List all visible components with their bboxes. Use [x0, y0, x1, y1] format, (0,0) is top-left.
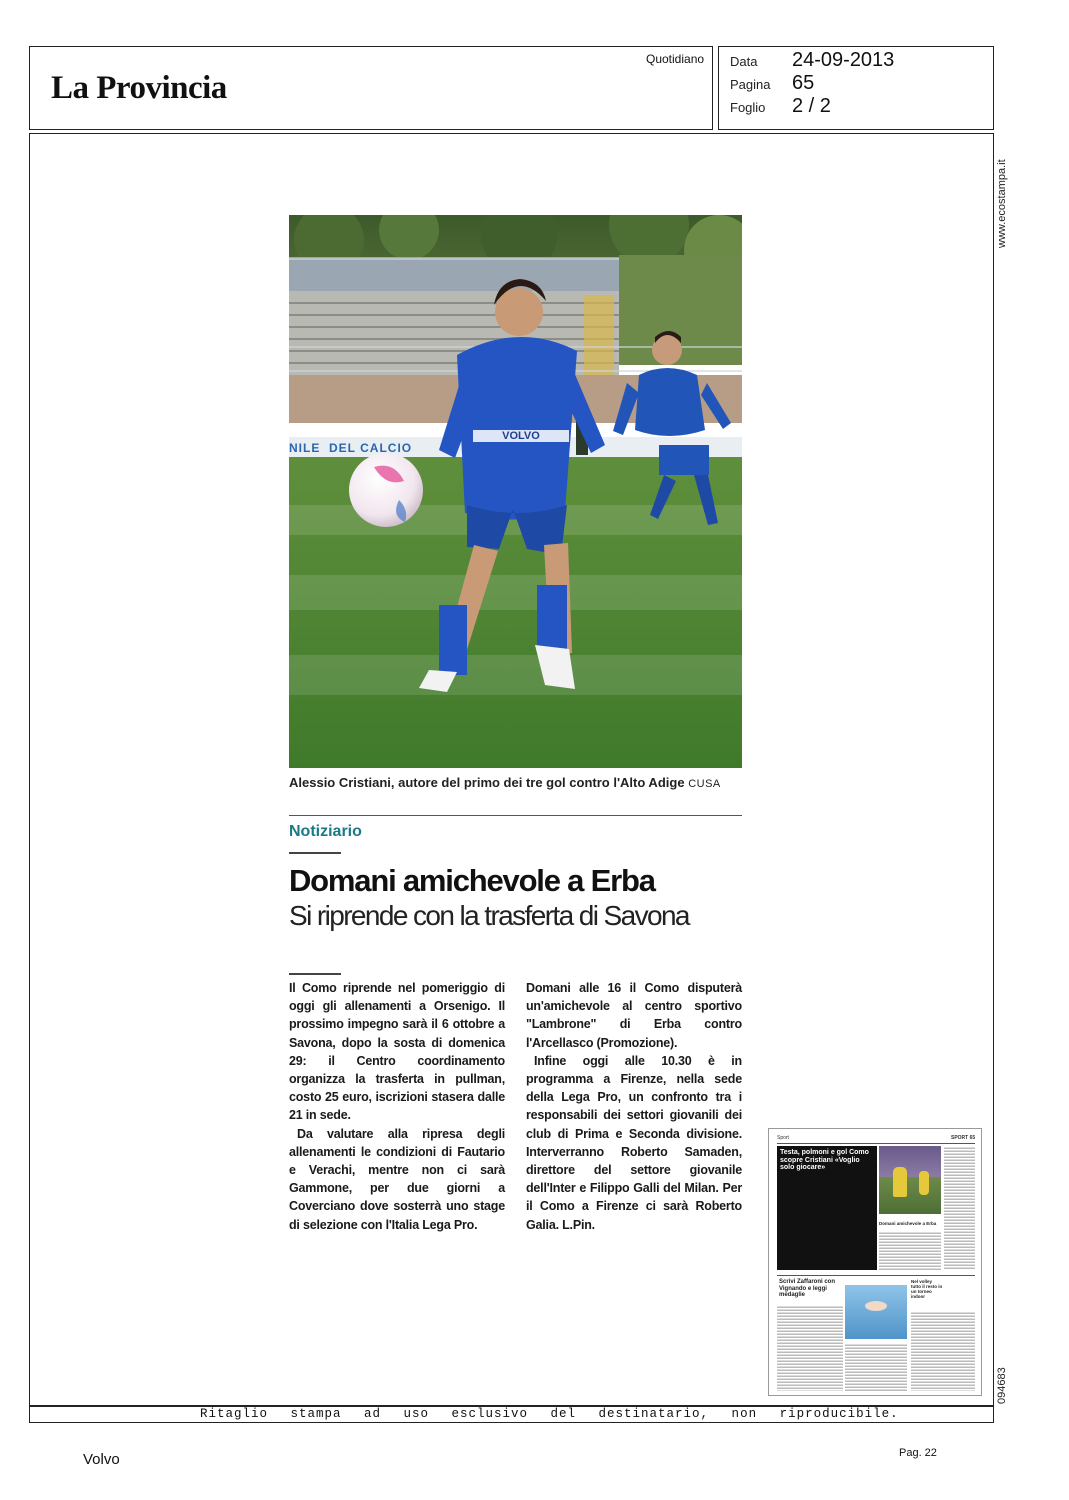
- masthead: La Provincia: [51, 70, 227, 106]
- ad-banner-text: NILE DEL CALCIO: [289, 441, 413, 455]
- section-rule: [289, 815, 742, 816]
- frequency-label: Quotidiano: [646, 52, 705, 66]
- thumb-text-lines-e: [911, 1311, 975, 1391]
- page-label: Pagina: [730, 77, 771, 92]
- kicker-underline: [289, 852, 341, 854]
- article-photo: [289, 215, 742, 768]
- page-value: 65: [792, 72, 815, 94]
- photo-caption: [289, 775, 742, 790]
- thumb-lower-headline: Scrivi Zaffaroni con Vignando e leggi medaglie: [779, 1279, 836, 1298]
- code-vertical: 094683: [996, 1367, 1008, 1404]
- thumb-side-headline: Nel volley tutto il resto in un torneo indoor: [911, 1279, 943, 1299]
- thumb-section-label: Sport: [777, 1135, 789, 1141]
- article-column-2: [526, 979, 742, 1234]
- page-thumbnail: [768, 1128, 982, 1396]
- sheet-value: 2 / 2: [792, 95, 831, 117]
- caption-text: Alessio Cristiani, autore del primo dei tre gol contro l'Alto Adige: [289, 775, 685, 790]
- thumb-top-rule: [777, 1143, 975, 1144]
- date-label: Data: [730, 54, 758, 69]
- page-number: Pag. 22: [899, 1447, 937, 1459]
- thumb-swimmer: [865, 1301, 887, 1311]
- col2-paragraph-2: Infine oggi alle 10.30 è in programma a Firenze, nella sede della Lega Pro, un confronto tra i responsabili dei settori giovanili dei club di Prima e Seconda divisione. Interverranno Roberto Samaden, direttore del settore giovanile dell'Inter e Filippo Galli del Milan. Per il Como a Firenze ci sarà Roberto Galia. L.Pin.: [526, 1053, 742, 1232]
- thumb-headline: Testa, polmoni e gol Como scopre Cristiani «Voglio solo giocare»: [780, 1149, 869, 1171]
- thumb-inner-headline: Domani amichevole a Erba: [879, 1221, 937, 1226]
- date-value: 24-09-2013: [792, 49, 895, 71]
- headline: Domani amichevole a Erba: [289, 863, 655, 898]
- col1-rule: [289, 973, 341, 975]
- thumb-player-2: [919, 1171, 929, 1195]
- sheet-label: Foglio: [730, 100, 766, 115]
- thumb-mid-rule: [777, 1275, 975, 1276]
- col2-paragraph-1: Domani alle 16 il Como disputerà un'amichevole al centro sportivo "Lambrone" di Erba contro l'Arcellasco (Promozione).: [526, 981, 742, 1050]
- photo-credit: CUSA: [688, 778, 721, 790]
- thumb-text-lines-a: [879, 1231, 941, 1271]
- thumb-page-label: SPORT 65: [951, 1135, 976, 1141]
- section-kicker: Notiziario: [289, 823, 362, 840]
- client-name: Volvo: [83, 1451, 120, 1468]
- col1-paragraph-2: Da valutare alla ripresa degli allenamenti le condizioni di Fautario e Verachi, mentre non ci sarà Gammone, per due giorni a Coverciano dove sosterrà uno stage di selezione con l'Italia Lega Pro.: [289, 1126, 505, 1232]
- thumb-swimmer-photo: [845, 1285, 907, 1339]
- thumb-text-lines-b: [944, 1146, 975, 1270]
- thumb-player: [893, 1167, 907, 1197]
- thumb-photo: [879, 1146, 941, 1214]
- subheadline: Si riprende con la trasferta di Savona: [289, 900, 689, 931]
- thumb-text-lines-d: [845, 1343, 907, 1391]
- reproduction-notice: Ritaglio stampa ad uso esclusivo del destinatario, non riproducibile.: [200, 1407, 899, 1421]
- article-column-1: [289, 979, 505, 1234]
- website-vertical: www.ecostampa.it: [996, 159, 1008, 248]
- thumb-text-lines-c: [777, 1305, 843, 1391]
- jersey-sponsor: VOLVO: [502, 430, 540, 442]
- col1-paragraph-1: Il Como riprende nel pomeriggio di oggi gli allenamenti a Orsenigo. Il prossimo impegno sarà il 6 ottobre a Savona, dopo la sosta di domenica 29: il Centro coordinamento organizza la trasferta in pullman, costo 25 euro, iscrizioni stasera dalle 21 in sede.: [289, 981, 505, 1123]
